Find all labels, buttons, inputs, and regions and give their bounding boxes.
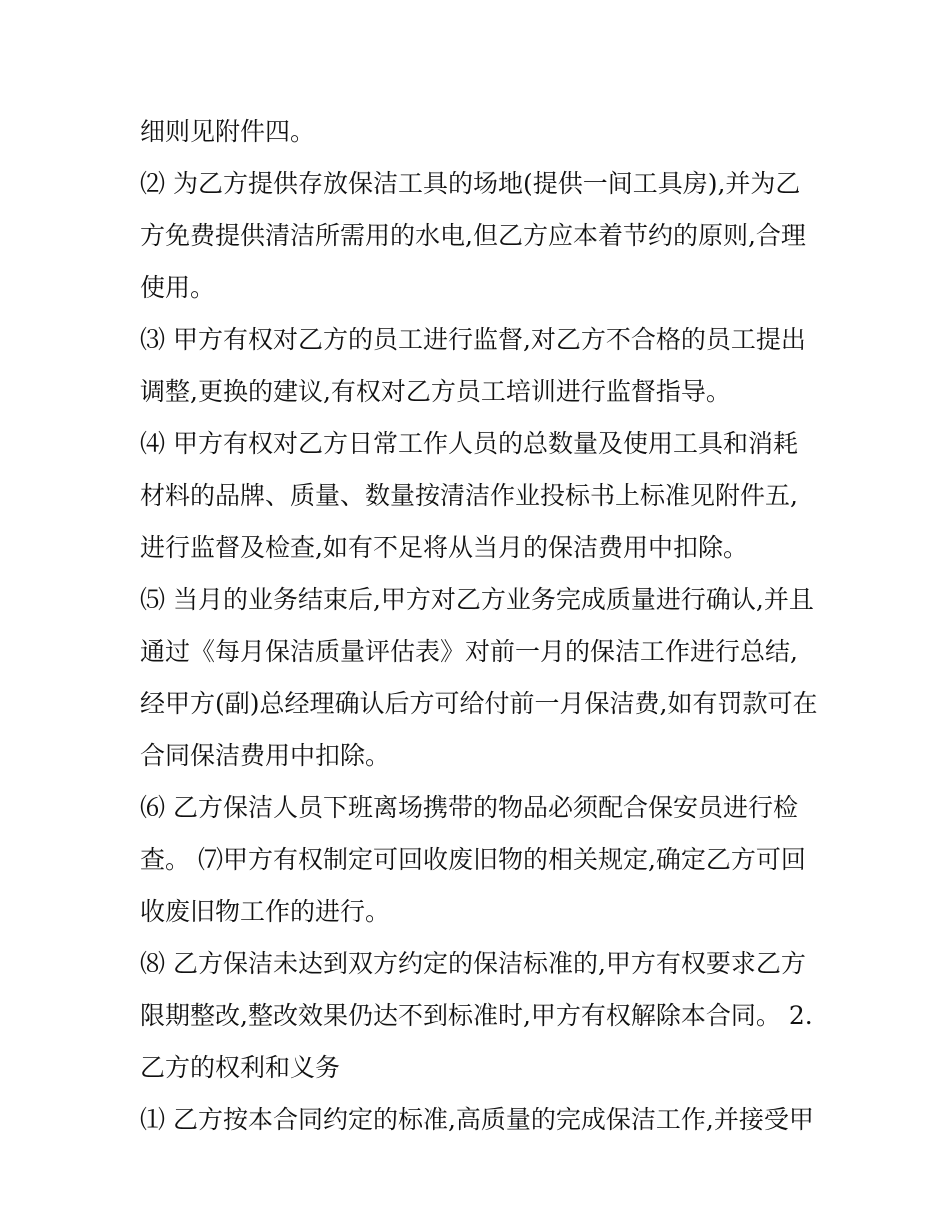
text-line: 限期整改,整改效果仍达不到标准时,甲方有权解除本合同。 2. xyxy=(140,1001,813,1030)
text-line: 进行监督及检查,如有不足将从当月的保洁费用中扣除。 xyxy=(140,533,748,562)
text-line: 调整,更换的建议,有权对乙方员工培训进行监督指导。 xyxy=(140,377,731,406)
text-line: 细则见附件四。 xyxy=(140,117,316,146)
text-line: ⑹ 乙方保洁人员下班离场携带的物品必须配合保安员进行检 xyxy=(140,793,798,822)
text-line: 使用。 xyxy=(140,273,216,302)
text-line: ⑶ 甲方有权对乙方的员工进行监督,对乙方不合格的员工提出 xyxy=(140,325,806,354)
text-line: 材料的品牌、质量、数量按清洁作业投标书上标准见附件五, xyxy=(140,481,798,510)
contract-text xyxy=(140,106,820,1146)
text-line: 通过《每月保洁质量评估表》对前一月的保洁工作进行总结, xyxy=(140,637,798,666)
text-line: ⑷ 甲方有权对乙方日常工作人员的总数量及使用工具和消耗 xyxy=(140,429,798,458)
text-line: ⑵ 为乙方提供存放保洁工具的场地(提供一间工具房),并为乙 xyxy=(140,169,801,198)
text-line: 乙方的权利和义务 xyxy=(140,1053,341,1082)
text-line: 方免费提供清洁所需用的水电,但乙方应本着节约的原则,合理 xyxy=(140,221,806,250)
text-line: ⑴ 乙方按本合同约定的标准,高质量的完成保洁工作,并接受甲 xyxy=(140,1105,814,1134)
text-line: ⑻ 乙方保洁未达到双方约定的保洁标准的,甲方有权要求乙方 xyxy=(140,949,806,978)
text-line: 查。 ⑺甲方有权制定可回收废旧物的相关规定,确定乙方可回 xyxy=(140,845,806,874)
text-line: 收废旧物工作的进行。 xyxy=(140,897,391,926)
text-line: ⑸ 当月的业务结束后,甲方对乙方业务完成质量进行确认,并且 xyxy=(140,585,814,614)
text-line: 合同保洁费用中扣除。 xyxy=(140,741,391,770)
text-line: 经甲方(副)总经理确认后方可给付前一月保洁费,如有罚款可在 xyxy=(140,689,818,718)
